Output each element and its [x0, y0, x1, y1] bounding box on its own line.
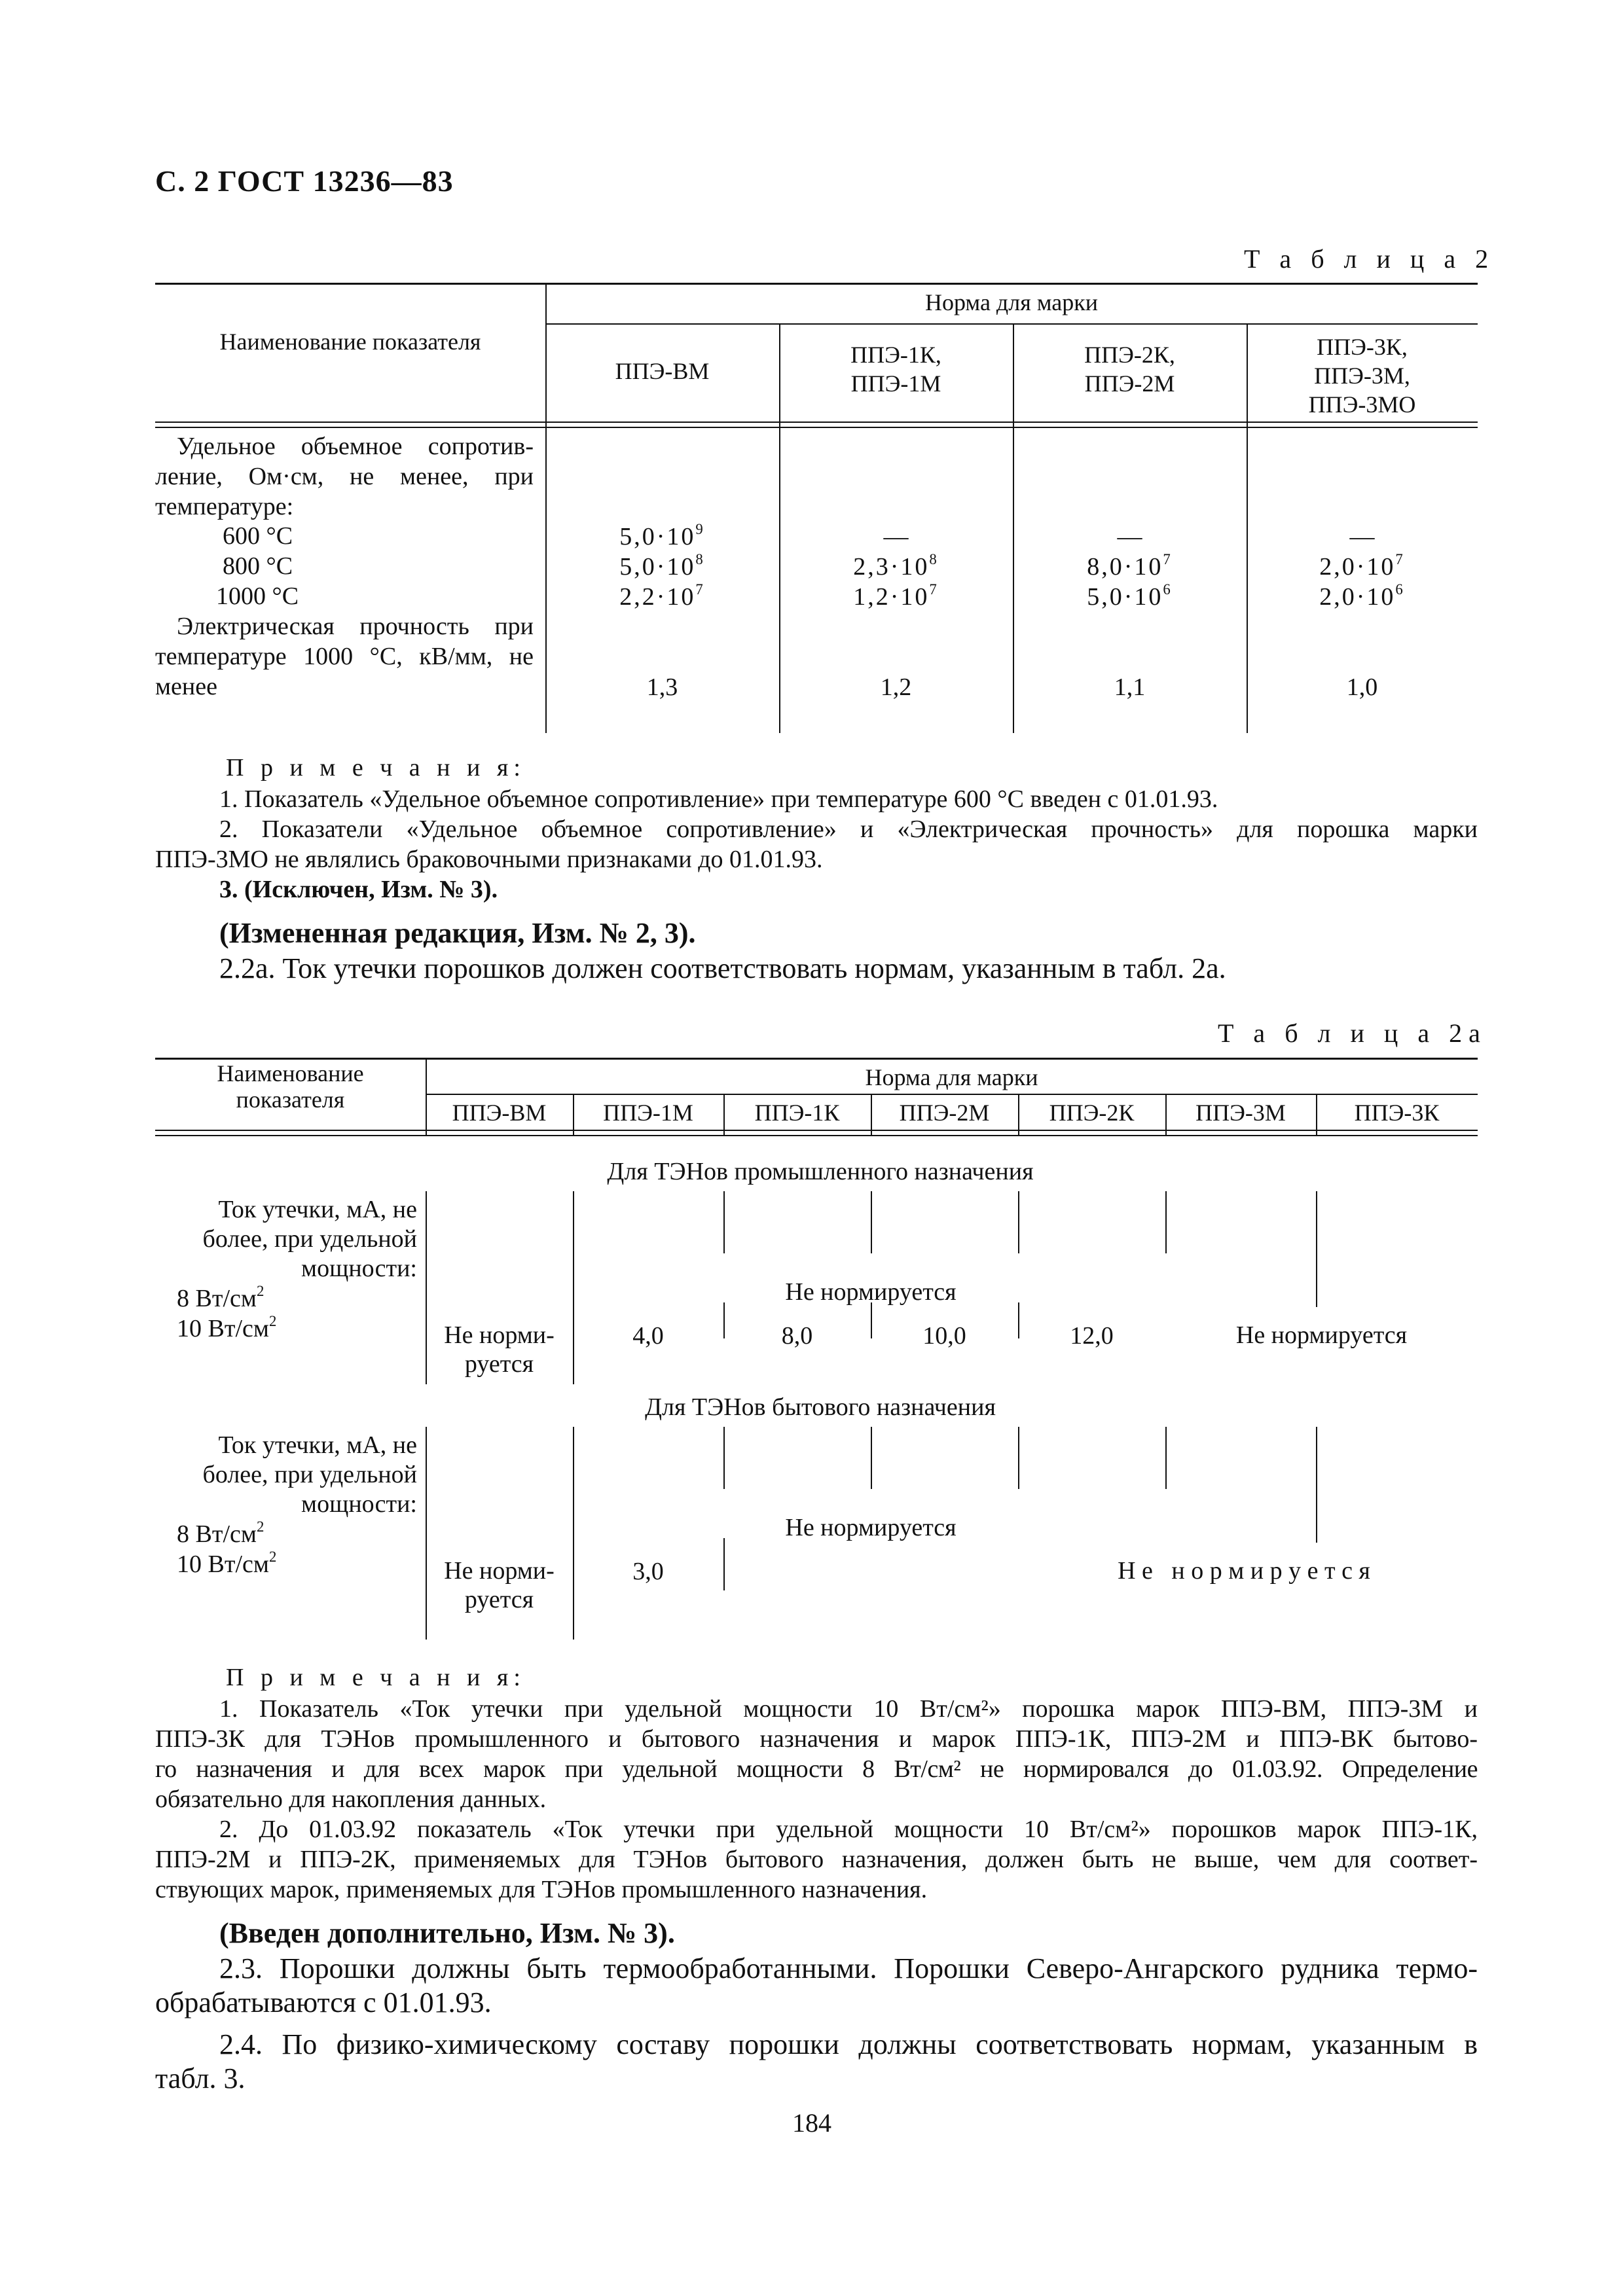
- table2a-power-10: 10 $Вт/см^2$: [177, 1549, 277, 1578]
- table2-grade-4: ППЭ-3К, ППЭ-3М, ППЭ-3МО: [1308, 334, 1416, 418]
- table2-value: $2,2\cdot 10^7$: [619, 581, 705, 611]
- table2a-section-household: Для ТЭНов бытового назначения: [645, 1393, 996, 1421]
- table2a-grade: ППЭ-ВМ: [452, 1100, 547, 1126]
- table2a-not-normed: Не нормируется: [1235, 1321, 1408, 1349]
- table2a-not-normed-short: Не норми- руется: [444, 1321, 555, 1378]
- table2-label-line: менее: [155, 673, 217, 700]
- notes2-item-2-cont: ППЭ-2М и ППЭ-2К, применяемых для ТЭНов бытового назначения, должен быть не выше, чем для соответ-: [155, 1846, 1478, 1873]
- table2-value: $5,0\cdot 10^9$: [619, 521, 705, 550]
- table2-value: 1,1: [1114, 673, 1146, 701]
- table2-value: $8,0\cdot 10^7$: [1087, 551, 1173, 581]
- table2a-value: 3,0: [632, 1558, 664, 1585]
- paragraph-2-4: 2.4. По физико-химическому составу порошки должны соответствовать нормам, указанным в: [219, 2028, 1478, 2060]
- table2a-row-label: Ток утечки, мА, не более, при удельной мощности:: [202, 1431, 417, 1518]
- amendment-note-2: (Введен дополнительно, Изм. № 3).: [219, 1917, 675, 1949]
- table2-norm-header: Норма для марки: [924, 289, 1099, 315]
- table2-label-line: Электрическая прочность при: [177, 613, 534, 640]
- notes2-item-1-cont: го назначения и для всех марок при удельной мощности 8 Вт/см² не нормировался до 01.03.92. Определение: [155, 1755, 1478, 1783]
- notes2-title: П р и м е ч а н и я:: [226, 1664, 526, 1691]
- amendment-note-1: (Измененная редакция, Изм. № 2, 3).: [219, 917, 696, 949]
- table2-grade-3: ППЭ-2К, ППЭ-2М: [1084, 342, 1175, 397]
- table2a-power-8: 8 $Вт/см^2$: [177, 1283, 264, 1312]
- table2a-value: 4,0: [632, 1322, 664, 1350]
- table2-value: $2,0\cdot 10^7$: [1319, 551, 1405, 581]
- notes1-item-2-cont: ППЭ-3МО не являлись браковочными признаками до 01.01.93.: [155, 846, 823, 873]
- table2a-not-normed-spaced: Н е н о р м и р у е т с я: [1118, 1557, 1370, 1585]
- table2-value: $2,3\cdot 10^8$: [853, 551, 939, 581]
- table2-label-600: 600 °С: [223, 522, 293, 550]
- notes1-item-3: 3. (Исключен, Изм. № 3).: [219, 876, 498, 903]
- table2-label-line: температуре:: [155, 493, 294, 520]
- table2-grade-2: ППЭ-1К, ППЭ-1М: [850, 342, 941, 397]
- table2a-not-normed: Не нормируется: [785, 1278, 957, 1306]
- table2a-caption: Т а б л и ц а 2а: [1218, 1018, 1487, 1048]
- notes2-item-1-cont: ППЭ-3К для ТЭНов промышленного и бытового назначения и марок ППЭ-1К, ППЭ-2М и ППЭ-ВК бытово-: [155, 1725, 1478, 1753]
- paragraph-2-2a: 2.2а. Ток утечки порошков должен соответствовать нормам, указанным в табл. 2а.: [219, 952, 1226, 984]
- table2-value: —: [1117, 523, 1142, 550]
- table2-label-800: 800 °С: [223, 552, 293, 580]
- table2a-not-normed: Не нормируется: [785, 1514, 957, 1541]
- notes1-item-1: 1. Показатель «Удельное объемное сопротивление» при температуре 600 °С введен с 01.01.93.: [219, 785, 1218, 813]
- table2-value: $5,0\cdot 10^6$: [1087, 581, 1173, 611]
- paragraph-2-3-cont: обрабатываются с 01.01.93.: [155, 1986, 492, 2018]
- table2-value: 1,3: [646, 673, 678, 701]
- paragraph-2-3: 2.3. Порошки должны быть термообработанными. Порошки Северо-Ангарского рудника термо-: [219, 1952, 1478, 1984]
- table2a-not-normed-short: Не норми- руется: [444, 1557, 555, 1613]
- table2a-value: 10,0: [922, 1322, 966, 1350]
- table2-grade-1: ППЭ-ВМ: [615, 358, 710, 384]
- table2a-row-label: Ток утечки, мА, не более, при удельной мощности:: [202, 1196, 417, 1282]
- table2a-power-8: 8 $Вт/см^2$: [177, 1518, 264, 1548]
- table2-value: —: [883, 523, 909, 550]
- notes1-title: П р и м е ч а н и я:: [226, 754, 526, 781]
- table2a-grade: ППЭ-2К: [1049, 1100, 1135, 1126]
- table2a-grade: ППЭ-1К: [754, 1100, 840, 1126]
- table2a-grade: ППЭ-3К: [1354, 1100, 1440, 1126]
- table2-value: $1,2\cdot 10^7$: [853, 581, 939, 611]
- table2-label-line: температуре 1000 °С, кВ/мм, не: [155, 643, 534, 670]
- table2-value: $2,0\cdot 10^6$: [1319, 581, 1405, 611]
- table2-caption: Т а б л и ц а 2: [1244, 244, 1495, 274]
- page-header: С. 2 ГОСТ 13236—83: [155, 164, 454, 198]
- table2a-norm-header: Норма для марки: [865, 1064, 1038, 1090]
- table2-label-1000: 1000 °С: [216, 583, 299, 610]
- paragraph-2-4-cont: табл. 3.: [155, 2062, 246, 2094]
- table2-label-line: ление, Ом·см, не менее, при: [155, 463, 534, 490]
- table2a-value: 8,0: [781, 1322, 813, 1350]
- table2a-grade: ППЭ-1М: [603, 1100, 693, 1126]
- table2-value: —: [1349, 523, 1375, 550]
- notes1-item-2: 2. Показатели «Удельное объемное сопротивление» и «Электрическая прочность» для порошка марки: [219, 816, 1478, 843]
- table2a-power-10: 10 $Вт/см^2$: [177, 1313, 277, 1342]
- table2-value: 1,2: [880, 673, 912, 701]
- table2a-section-industrial: Для ТЭНов промышленного назначения: [607, 1158, 1034, 1185]
- table2a-value: 12,0: [1070, 1322, 1114, 1350]
- table2a-grade: ППЭ-2М: [899, 1100, 990, 1126]
- notes2-item-1: 1. Показатель «Ток утечки при удельной мощности 10 Вт/см²» порошка марок ППЭ-ВМ, ППЭ-3М и: [219, 1695, 1478, 1723]
- notes2-item-2-cont: ствующих марок, применяемых для ТЭНов промышленного назначения.: [155, 1876, 928, 1903]
- table2a-col-name-header: Наименование показателя: [217, 1060, 364, 1113]
- notes2-item-2: 2. До 01.03.92 показатель «Ток утечки при удельной мощности 10 Вт/см²» порошков марок ППЭ-1К,: [219, 1816, 1478, 1843]
- table2-label-line: Удельное объемное сопротив-: [177, 433, 534, 460]
- table2-value: 1,0: [1346, 673, 1378, 701]
- notes2-item-1-cont: обязательно для накопления данных.: [155, 1785, 547, 1813]
- table2-col-name-header: Наименование показателя: [219, 329, 481, 355]
- table2-value: $5,0\cdot 10^8$: [619, 551, 705, 581]
- table2a-grade: ППЭ-3М: [1195, 1100, 1286, 1126]
- page-number: 184: [792, 2108, 831, 2138]
